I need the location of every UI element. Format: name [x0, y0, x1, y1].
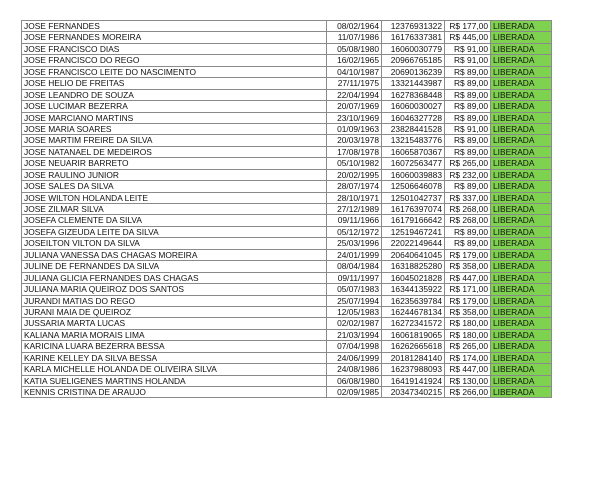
beneficiary-table: [21, 20, 552, 398]
status-cell: LIBERADA: [491, 261, 552, 272]
id-number-cell: 20181284140: [382, 352, 445, 363]
amount-cell: R$ 177,00: [445, 21, 491, 32]
name-cell: JOSE HELIO DE FREITAS: [22, 78, 327, 89]
status-cell: LIBERADA: [491, 169, 552, 180]
id-number-cell: 13215483776: [382, 135, 445, 146]
amount-cell: R$ 89,00: [445, 146, 491, 157]
name-cell: JOSEILTON VILTON DA SILVA: [22, 238, 327, 249]
status-cell: LIBERADA: [491, 78, 552, 89]
table-row: [22, 55, 552, 66]
amount-cell: R$ 130,00: [445, 375, 491, 386]
name-cell: JOSE NEUARIR BARRETO: [22, 158, 327, 169]
id-number-cell: 12519467241: [382, 226, 445, 237]
id-number-cell: 12506646078: [382, 181, 445, 192]
name-cell: JULIANA MARIA QUEIROZ DOS SANTOS: [22, 284, 327, 295]
name-cell: JOSE LEANDRO DE SOUZA: [22, 89, 327, 100]
status-cell: LIBERADA: [491, 238, 552, 249]
amount-cell: R$ 91,00: [445, 55, 491, 66]
birth-date-cell: 28/10/1971: [327, 192, 382, 203]
birth-date-cell: 20/02/1995: [327, 169, 382, 180]
table-row: [22, 158, 552, 169]
table-row: [22, 135, 552, 146]
status-cell: LIBERADA: [491, 181, 552, 192]
id-number-cell: 16060039883: [382, 169, 445, 180]
birth-date-cell: 05/07/1983: [327, 284, 382, 295]
status-cell: LIBERADA: [491, 215, 552, 226]
status-cell: LIBERADA: [491, 295, 552, 306]
status-cell: LIBERADA: [491, 21, 552, 32]
id-number-cell: 16045021828: [382, 272, 445, 283]
id-number-cell: 12376931322: [382, 21, 445, 32]
amount-cell: R$ 89,00: [445, 89, 491, 100]
table-row: [22, 261, 552, 272]
birth-date-cell: 05/12/1972: [327, 226, 382, 237]
id-number-cell: 20640641045: [382, 249, 445, 260]
amount-cell: R$ 447,00: [445, 364, 491, 375]
status-cell: LIBERADA: [491, 123, 552, 134]
table-row: [22, 78, 552, 89]
id-number-cell: 16235639784: [382, 295, 445, 306]
birth-date-cell: 08/02/1964: [327, 21, 382, 32]
status-cell: LIBERADA: [491, 101, 552, 112]
birth-date-cell: 05/10/1982: [327, 158, 382, 169]
id-number-cell: 16060030779: [382, 43, 445, 54]
table-row: [22, 169, 552, 180]
table-row: [22, 204, 552, 215]
id-number-cell: 16065870367: [382, 146, 445, 157]
name-cell: JOSE ZILMAR SILVA: [22, 204, 327, 215]
table-row: [22, 226, 552, 237]
table-row: [22, 21, 552, 32]
id-number-cell: 16061819065: [382, 329, 445, 340]
status-cell: LIBERADA: [491, 272, 552, 283]
id-number-cell: 16272341572: [382, 318, 445, 329]
birth-date-cell: 02/09/1985: [327, 387, 382, 398]
status-cell: LIBERADA: [491, 352, 552, 363]
status-cell: LIBERADA: [491, 249, 552, 260]
id-number-cell: 16262665618: [382, 341, 445, 352]
birth-date-cell: 28/07/1974: [327, 181, 382, 192]
table-row: [22, 43, 552, 54]
status-cell: LIBERADA: [491, 364, 552, 375]
table-row: [22, 181, 552, 192]
id-number-cell: 16072563477: [382, 158, 445, 169]
birth-date-cell: 20/03/1978: [327, 135, 382, 146]
birth-date-cell: 16/02/1965: [327, 55, 382, 66]
amount-cell: R$ 89,00: [445, 66, 491, 77]
name-cell: JUSSARIA MARTA LUCAS: [22, 318, 327, 329]
amount-cell: R$ 89,00: [445, 112, 491, 123]
status-cell: LIBERADA: [491, 318, 552, 329]
name-cell: KARINE KELLEY DA SILVA BESSA: [22, 352, 327, 363]
amount-cell: R$ 180,00: [445, 329, 491, 340]
name-cell: KATIA SUELIGENES MARTINS HOLANDA: [22, 375, 327, 386]
table-row: [22, 249, 552, 260]
amount-cell: R$ 89,00: [445, 78, 491, 89]
birth-date-cell: 24/08/1986: [327, 364, 382, 375]
id-number-cell: 16046327728: [382, 112, 445, 123]
name-cell: JOSE SALES DA SILVA: [22, 181, 327, 192]
amount-cell: R$ 89,00: [445, 101, 491, 112]
amount-cell: R$ 89,00: [445, 226, 491, 237]
table-row: [22, 146, 552, 157]
status-cell: LIBERADA: [491, 55, 552, 66]
amount-cell: R$ 89,00: [445, 238, 491, 249]
amount-cell: R$ 447,00: [445, 272, 491, 283]
amount-cell: R$ 179,00: [445, 295, 491, 306]
amount-cell: R$ 91,00: [445, 43, 491, 54]
amount-cell: R$ 232,00: [445, 169, 491, 180]
birth-date-cell: 04/10/1987: [327, 66, 382, 77]
amount-cell: R$ 89,00: [445, 181, 491, 192]
amount-cell: R$ 171,00: [445, 284, 491, 295]
birth-date-cell: 24/01/1999: [327, 249, 382, 260]
table-row: [22, 352, 552, 363]
status-cell: LIBERADA: [491, 226, 552, 237]
status-cell: LIBERADA: [491, 135, 552, 146]
table-row: [22, 192, 552, 203]
amount-cell: R$ 358,00: [445, 261, 491, 272]
birth-date-cell: 11/07/1986: [327, 32, 382, 43]
birth-date-cell: 20/07/1969: [327, 101, 382, 112]
birth-date-cell: 02/02/1987: [327, 318, 382, 329]
status-cell: LIBERADA: [491, 387, 552, 398]
id-number-cell: 12501042737: [382, 192, 445, 203]
name-cell: JOSE NATANAEL DE MEDEIROS: [22, 146, 327, 157]
name-cell: JOSE WILTON HOLANDA LEITE: [22, 192, 327, 203]
id-number-cell: 16244678134: [382, 306, 445, 317]
status-cell: LIBERADA: [491, 66, 552, 77]
amount-cell: R$ 91,00: [445, 123, 491, 134]
name-cell: JULIANA GLICIA FERNANDES DAS CHAGAS: [22, 272, 327, 283]
name-cell: JOSE FRANCISCO LEITE DO NASCIMENTO: [22, 66, 327, 77]
table-row: [22, 123, 552, 134]
id-number-cell: 16419141924: [382, 375, 445, 386]
name-cell: JOSE RAULINO JUNIOR: [22, 169, 327, 180]
id-number-cell: 23828441528: [382, 123, 445, 134]
id-number-cell: 16318825280: [382, 261, 445, 272]
id-number-cell: 22022149644: [382, 238, 445, 249]
birth-date-cell: 05/08/1980: [327, 43, 382, 54]
birth-date-cell: 25/07/1994: [327, 295, 382, 306]
status-cell: LIBERADA: [491, 341, 552, 352]
id-number-cell: 16176397074: [382, 204, 445, 215]
table-row: [22, 238, 552, 249]
table-row: [22, 272, 552, 283]
name-cell: JOSE MARCIANO MARTINS: [22, 112, 327, 123]
name-cell: JOSE FERNANDES MOREIRA: [22, 32, 327, 43]
birth-date-cell: 08/04/1984: [327, 261, 382, 272]
amount-cell: R$ 337,00: [445, 192, 491, 203]
name-cell: JOSE MARIA SOARES: [22, 123, 327, 134]
status-cell: LIBERADA: [491, 375, 552, 386]
table-row: [22, 32, 552, 43]
birth-date-cell: 22/04/1994: [327, 89, 382, 100]
amount-cell: R$ 265,00: [445, 158, 491, 169]
name-cell: JULINE DE FERNANDES DA SILVA: [22, 261, 327, 272]
status-cell: LIBERADA: [491, 329, 552, 340]
name-cell: JOSE FRANCISCO DIAS: [22, 43, 327, 54]
table-row: [22, 341, 552, 352]
name-cell: KENNIS CRISTINA DE ARAUJO: [22, 387, 327, 398]
status-cell: LIBERADA: [491, 284, 552, 295]
id-number-cell: 16179166642: [382, 215, 445, 226]
table-row: [22, 89, 552, 100]
amount-cell: R$ 445,00: [445, 32, 491, 43]
table-row: [22, 112, 552, 123]
table-row: [22, 101, 552, 112]
birth-date-cell: 17/08/1978: [327, 146, 382, 157]
amount-cell: R$ 266,00: [445, 387, 491, 398]
id-number-cell: 20690136239: [382, 66, 445, 77]
id-number-cell: 16176337381: [382, 32, 445, 43]
id-number-cell: 20347340215: [382, 387, 445, 398]
birth-date-cell: 06/08/1980: [327, 375, 382, 386]
birth-date-cell: 12/05/1983: [327, 306, 382, 317]
table-row: [22, 295, 552, 306]
name-cell: JOSEFA GIZEUDA LEITE DA SILVA: [22, 226, 327, 237]
table-row: [22, 66, 552, 77]
table-row: [22, 318, 552, 329]
table-row: [22, 306, 552, 317]
name-cell: JOSE MARTIM FREIRE DA SILVA: [22, 135, 327, 146]
status-cell: LIBERADA: [491, 192, 552, 203]
name-cell: KARLA MICHELLE HOLANDA DE OLIVEIRA SILVA: [22, 364, 327, 375]
id-number-cell: 16237988093: [382, 364, 445, 375]
amount-cell: R$ 174,00: [445, 352, 491, 363]
table-row: [22, 215, 552, 226]
amount-cell: R$ 268,00: [445, 204, 491, 215]
amount-cell: R$ 358,00: [445, 306, 491, 317]
name-cell: JOSE FERNANDES: [22, 21, 327, 32]
birth-date-cell: 07/04/1998: [327, 341, 382, 352]
status-cell: LIBERADA: [491, 32, 552, 43]
name-cell: JOSE FRANCISCO DO REGO: [22, 55, 327, 66]
name-cell: JOSEFA CLEMENTE DA SILVA: [22, 215, 327, 226]
birth-date-cell: 21/03/1994: [327, 329, 382, 340]
birth-date-cell: 27/12/1989: [327, 204, 382, 215]
amount-cell: R$ 180,00: [445, 318, 491, 329]
amount-cell: R$ 89,00: [445, 135, 491, 146]
name-cell: JURANI MAIA DE QUEIROZ: [22, 306, 327, 317]
birth-date-cell: 09/11/1966: [327, 215, 382, 226]
birth-date-cell: 25/03/1996: [327, 238, 382, 249]
table-row: [22, 284, 552, 295]
birth-date-cell: 27/11/1975: [327, 78, 382, 89]
status-cell: LIBERADA: [491, 89, 552, 100]
birth-date-cell: 24/06/1999: [327, 352, 382, 363]
id-number-cell: 20966765185: [382, 55, 445, 66]
amount-cell: R$ 179,00: [445, 249, 491, 260]
birth-date-cell: 01/09/1963: [327, 123, 382, 134]
name-cell: KARICINA LUARA BEZERRA BESSA: [22, 341, 327, 352]
id-number-cell: 16278368448: [382, 89, 445, 100]
amount-cell: R$ 268,00: [445, 215, 491, 226]
status-cell: LIBERADA: [491, 204, 552, 215]
name-cell: KALIANA MARIA MORAIS LIMA: [22, 329, 327, 340]
table-body: [22, 21, 552, 398]
table-row: [22, 364, 552, 375]
name-cell: JURANDI MATIAS DO REGO: [22, 295, 327, 306]
name-cell: JOSE LUCIMAR BEZERRA: [22, 101, 327, 112]
status-cell: LIBERADA: [491, 43, 552, 54]
name-cell: JULIANA VANESSA DAS CHAGAS MOREIRA: [22, 249, 327, 260]
table-row: [22, 329, 552, 340]
status-cell: LIBERADA: [491, 158, 552, 169]
table-row: [22, 375, 552, 386]
id-number-cell: 16060030027: [382, 101, 445, 112]
status-cell: LIBERADA: [491, 306, 552, 317]
status-cell: LIBERADA: [491, 112, 552, 123]
birth-date-cell: 23/10/1969: [327, 112, 382, 123]
table-row: [22, 387, 552, 398]
status-cell: LIBERADA: [491, 146, 552, 157]
birth-date-cell: 09/11/1997: [327, 272, 382, 283]
amount-cell: R$ 265,00: [445, 341, 491, 352]
id-number-cell: 16344135922: [382, 284, 445, 295]
id-number-cell: 13321443987: [382, 78, 445, 89]
